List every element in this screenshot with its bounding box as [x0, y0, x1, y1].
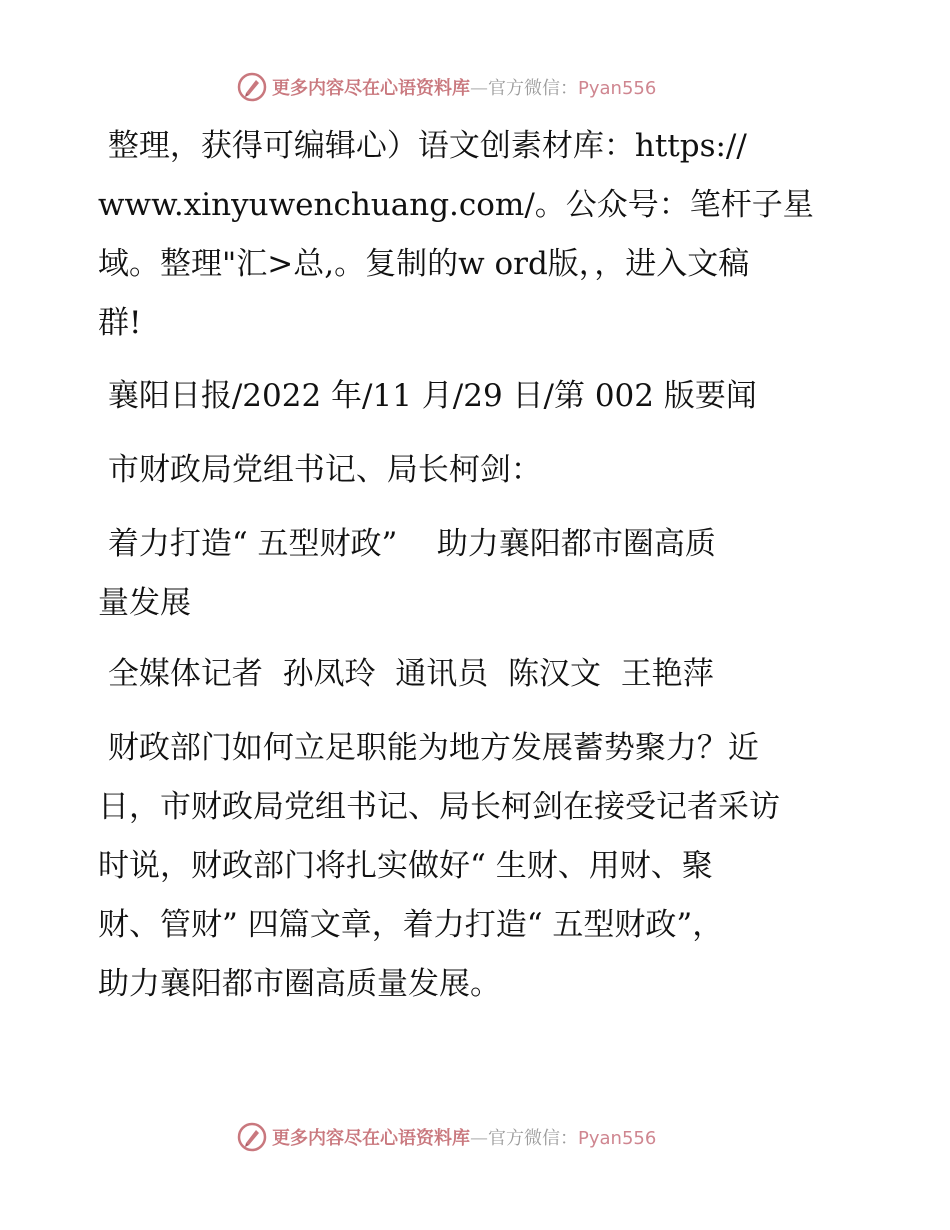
byline: 全媒体记者 孙凤玲 通讯员 陈汉文 王艳萍: [98, 656, 714, 692]
pen-logo-icon: [237, 1122, 267, 1152]
banner-wechat-id: Pyan556: [578, 1128, 657, 1149]
body-paragraph: [98, 719, 858, 1014]
body-line: 财、管财” 四篇文章，着力打造“ 五型财政”，: [98, 907, 724, 943]
banner-official-label: 官方微信：: [488, 1128, 578, 1149]
intro-paragraph: [98, 117, 858, 353]
banner-text: [272, 78, 656, 100]
headline-line: 量发展: [98, 585, 191, 621]
speaker-line: 市财政局党组书记、局长柯剑：: [98, 452, 542, 488]
intro-line: 域。整理"汇>总,。复制的w ord版，，进入文稿: [98, 246, 750, 282]
body-line: 日，市财政局党组书记、局长柯剑在接受记者采访: [98, 789, 780, 825]
banner-main-text: 更多内容尽在心语资料库: [272, 1128, 470, 1149]
intro-line: 群!: [98, 305, 142, 341]
body-line: 财政部门如何立足职能为地方发展蓄势聚力？近: [98, 730, 759, 766]
banner-dash: —: [470, 1128, 488, 1149]
source-line: 襄阳日报/2022 年/11 月/29 日/第 002 版要闻: [98, 378, 757, 414]
headline-line: 着力打造“ 五型财政” 助力襄阳都市圈高质: [98, 526, 716, 562]
headline: [98, 515, 858, 633]
pen-logo-icon: [237, 72, 267, 102]
banner-text: [272, 1128, 656, 1150]
banner-official-label: 官方微信：: [488, 78, 578, 99]
intro-line: www.xinyuwenchuang.com/。公众号：笔杆子星: [98, 187, 814, 223]
watermark-banner-top: [0, 70, 950, 110]
banner-dash: —: [470, 78, 488, 99]
watermark-banner-bottom: [0, 1120, 950, 1160]
intro-line: 整理，获得可编辑心）语文创素材库：https://: [98, 128, 747, 164]
body-line: 助力襄阳都市圈高质量发展。: [98, 966, 501, 1002]
banner-wechat-id: Pyan556: [578, 78, 657, 99]
banner-main-text: 更多内容尽在心语资料库: [272, 78, 470, 99]
body-line: 时说，财政部门将扎实做好“ 生财、用财、聚: [98, 848, 713, 884]
